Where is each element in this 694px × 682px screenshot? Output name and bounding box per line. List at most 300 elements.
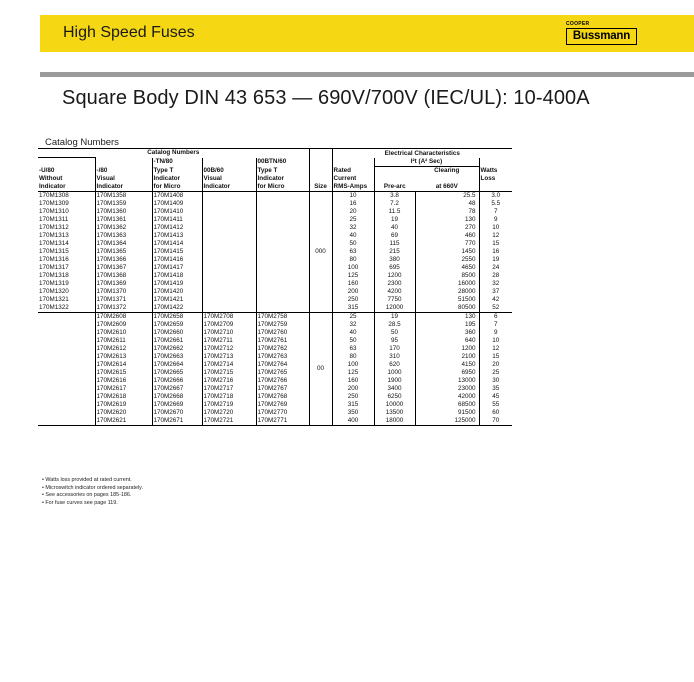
table-cell: 125 bbox=[332, 369, 374, 377]
table-cell: 170M1420 bbox=[152, 288, 202, 296]
table-cell bbox=[256, 191, 309, 200]
table-cell: 170M1316 bbox=[39, 255, 69, 263]
header-col3-line1: -TN/80 bbox=[152, 158, 202, 167]
header-rated-line1: Rated bbox=[332, 166, 374, 175]
table-cell: 12 bbox=[479, 232, 512, 240]
table-cell bbox=[38, 409, 95, 417]
table-cell: 1200 bbox=[415, 345, 479, 353]
table-cell: 130 bbox=[415, 312, 479, 321]
header-col4-line1: 00B/60 bbox=[202, 166, 256, 175]
table-cell: 170M1317 bbox=[39, 263, 69, 271]
table-cell: 170M1310 bbox=[39, 207, 69, 215]
table-cell: 10 bbox=[479, 337, 512, 345]
table-cell bbox=[38, 329, 95, 337]
table-cell bbox=[38, 321, 95, 329]
table-cell: 170M2671 bbox=[152, 417, 202, 426]
table-cell: 60 bbox=[479, 409, 512, 417]
table-cell: 170M2764 bbox=[256, 361, 309, 369]
table-cell: 170M1413 bbox=[152, 232, 202, 240]
table-cell: 80 bbox=[332, 353, 374, 361]
table-cell: 20 bbox=[479, 361, 512, 369]
table-cell: 200 bbox=[332, 385, 374, 393]
table-cell: 4150 bbox=[415, 361, 479, 369]
table-cell bbox=[202, 248, 256, 256]
table-cell: 170M1359 bbox=[95, 200, 152, 208]
table-cell bbox=[202, 304, 256, 313]
table-row bbox=[38, 401, 512, 409]
table-cell: 80500 bbox=[415, 304, 479, 313]
table-cell: 315 bbox=[332, 401, 374, 409]
table-cell: 63 bbox=[332, 345, 374, 353]
table-cell: 170M2660 bbox=[152, 329, 202, 337]
table-cell: 620 bbox=[374, 361, 415, 369]
table-cell bbox=[256, 288, 309, 296]
table-cell: 170M2658 bbox=[152, 312, 202, 321]
table-cell: 6 bbox=[479, 312, 512, 321]
table-cell: 19 bbox=[374, 216, 415, 224]
table-cell: 170M2766 bbox=[256, 377, 309, 385]
table-cell: 170M2615 bbox=[95, 369, 152, 377]
table-cell: 170M2714 bbox=[202, 361, 256, 369]
table-row bbox=[38, 264, 512, 272]
logo-cooper-text: COOPER bbox=[566, 21, 590, 27]
header-col4-line3: Indicator bbox=[202, 183, 256, 192]
table-cell: 250 bbox=[332, 296, 374, 304]
table-cell: 170M2770 bbox=[256, 409, 309, 417]
table-cell: 170M1313 bbox=[39, 231, 69, 239]
table-cell: 63 bbox=[332, 248, 374, 256]
table-cell: 170M1319 bbox=[39, 279, 69, 287]
table-cell: 170M2661 bbox=[152, 337, 202, 345]
table-cell: 6250 bbox=[374, 393, 415, 401]
table-cell: 170M2670 bbox=[152, 409, 202, 417]
table-cell bbox=[202, 216, 256, 224]
table-row bbox=[38, 353, 512, 361]
table-cell: 12 bbox=[479, 345, 512, 353]
table-cell: 170M1409 bbox=[152, 200, 202, 208]
table-cell bbox=[202, 191, 256, 200]
logo-bussmann-text: Bussmann bbox=[566, 28, 637, 45]
table-cell: 2300 bbox=[374, 280, 415, 288]
table-cell: 10000 bbox=[374, 401, 415, 409]
table-cell bbox=[202, 264, 256, 272]
header-prearc: Pre-arc bbox=[374, 183, 415, 192]
table-cell: 170M2613 bbox=[95, 353, 152, 361]
table-row bbox=[38, 191, 512, 200]
table-cell: 100 bbox=[332, 361, 374, 369]
table-row bbox=[38, 417, 512, 426]
table-cell: 10 bbox=[479, 224, 512, 232]
table-cell bbox=[202, 200, 256, 208]
table-row bbox=[38, 296, 512, 304]
table-cell: 170M1417 bbox=[152, 264, 202, 272]
header-col5-line3: Indicator bbox=[256, 175, 309, 183]
table-cell bbox=[202, 208, 256, 216]
table-cell: 7 bbox=[479, 321, 512, 329]
table-cell: 170M1422 bbox=[152, 304, 202, 313]
table-cell bbox=[38, 312, 95, 321]
table-row bbox=[38, 216, 512, 224]
table-cell bbox=[38, 401, 95, 409]
table-cell: 770 bbox=[415, 240, 479, 248]
table-cell bbox=[202, 296, 256, 304]
table-cell: 170M2718 bbox=[202, 393, 256, 401]
table-cell: 78 bbox=[415, 208, 479, 216]
table-cell: 160 bbox=[332, 280, 374, 288]
table-cell: 170M1368 bbox=[95, 272, 152, 280]
table-cell: 170M1361 bbox=[95, 216, 152, 224]
table-cell: 30 bbox=[479, 377, 512, 385]
table-cell: 170M2621 bbox=[95, 417, 152, 426]
table-row bbox=[38, 369, 512, 377]
table-cell: 18000 bbox=[374, 417, 415, 426]
table-cell: 48 bbox=[415, 200, 479, 208]
table-cell: 28000 bbox=[415, 288, 479, 296]
table-cell: 12000 bbox=[374, 304, 415, 313]
table-cell: 170M2715 bbox=[202, 369, 256, 377]
table-row bbox=[38, 240, 512, 248]
table-cell bbox=[202, 256, 256, 264]
table-cell: 15 bbox=[479, 353, 512, 361]
table-cell: 25.5 bbox=[415, 191, 479, 200]
table-cell: 170M1411 bbox=[152, 216, 202, 224]
table-cell bbox=[38, 385, 95, 393]
table-cell: 170M2617 bbox=[95, 385, 152, 393]
table-cell: 70 bbox=[479, 417, 512, 426]
table-row bbox=[38, 361, 512, 369]
header-watts-line3 bbox=[479, 183, 512, 192]
table-cell: 170M2763 bbox=[256, 353, 309, 361]
table-cell bbox=[38, 337, 95, 345]
table-cell: 95 bbox=[374, 337, 415, 345]
table-row bbox=[38, 288, 512, 296]
footnote: • See accessories on pages 185-186. bbox=[42, 492, 132, 499]
table-cell: 170M1321 bbox=[39, 295, 69, 303]
table-cell: 170M2717 bbox=[202, 385, 256, 393]
table-cell: 170M1312 bbox=[39, 223, 69, 231]
table-cell: 170M2712 bbox=[202, 345, 256, 353]
table-cell: 35 bbox=[479, 385, 512, 393]
table-cell: 170M2765 bbox=[256, 369, 309, 377]
table-cell: 170M2758 bbox=[256, 312, 309, 321]
header-col5-line1: 00BTN/60 bbox=[256, 158, 309, 167]
table-cell: 50 bbox=[374, 329, 415, 337]
table-cell: 25 bbox=[332, 312, 374, 321]
table-cell: 170M2768 bbox=[256, 393, 309, 401]
table-cell: 170M2709 bbox=[202, 321, 256, 329]
table-row bbox=[38, 280, 512, 288]
table-cell: 170M2618 bbox=[95, 393, 152, 401]
table-cell: 170M2608 bbox=[95, 312, 152, 321]
header-rated-line3: RMS-Amps bbox=[332, 183, 374, 192]
footnote: • For fuse curves see page 119. bbox=[42, 499, 118, 506]
footnotes bbox=[42, 477, 143, 507]
table-cell: 350 bbox=[332, 409, 374, 417]
header-watts-line1: Watts bbox=[479, 166, 512, 175]
table-cell: 170M2771 bbox=[256, 417, 309, 426]
table-cell: 200 bbox=[332, 288, 374, 296]
catalog-table bbox=[38, 148, 512, 426]
table-cell: 170M1308 bbox=[39, 191, 69, 199]
table-cell bbox=[202, 240, 256, 248]
header-divider bbox=[40, 72, 694, 77]
table-cell: 42000 bbox=[415, 393, 479, 401]
table-cell: 460 bbox=[415, 232, 479, 240]
table-cell: 40 bbox=[332, 329, 374, 337]
table-row bbox=[38, 321, 512, 329]
table-cell: 15 bbox=[479, 240, 512, 248]
catalog-numbers-label: Catalog Numbers bbox=[45, 137, 119, 148]
table-cell bbox=[38, 369, 95, 377]
table-cell: 7750 bbox=[374, 296, 415, 304]
table-cell: 195 bbox=[415, 321, 479, 329]
table-cell: 28.5 bbox=[374, 321, 415, 329]
table-cell: 170M1362 bbox=[95, 224, 152, 232]
table-cell: 25 bbox=[479, 369, 512, 377]
table-cell: 125000 bbox=[415, 417, 479, 426]
table-cell: 42 bbox=[479, 296, 512, 304]
table-cell bbox=[202, 272, 256, 280]
table-cell: 170M2609 bbox=[95, 321, 152, 329]
table-cell: 170M1322 bbox=[38, 304, 95, 313]
table-cell: 315 bbox=[332, 304, 374, 313]
table-cell: 170 bbox=[374, 345, 415, 353]
header-col5-line2: Type T bbox=[256, 166, 309, 175]
table-cell: 50 bbox=[332, 240, 374, 248]
table-cell: 170M2663 bbox=[152, 353, 202, 361]
table-cell: 45 bbox=[479, 393, 512, 401]
table-cell: 1900 bbox=[374, 377, 415, 385]
table-cell: 170M1408 bbox=[152, 191, 202, 200]
table-cell: 170M2721 bbox=[202, 417, 256, 426]
table-cell: 170M2665 bbox=[152, 369, 202, 377]
table-cell bbox=[256, 248, 309, 256]
table-cell: 170M2610 bbox=[95, 329, 152, 337]
table-cell: 170M1419 bbox=[152, 280, 202, 288]
table-cell: 13000 bbox=[415, 377, 479, 385]
table-cell: 360 bbox=[415, 329, 479, 337]
table-cell: 115 bbox=[374, 240, 415, 248]
table-cell: 3.8 bbox=[374, 191, 415, 200]
table-row bbox=[38, 329, 512, 337]
table-cell: 16 bbox=[479, 248, 512, 256]
table-cell: 16000 bbox=[415, 280, 479, 288]
table-cell: 270 bbox=[415, 224, 479, 232]
header-watts-line2: Loss bbox=[479, 175, 512, 183]
table-cell: 250 bbox=[332, 393, 374, 401]
table-cell: 170M1315 bbox=[39, 247, 69, 255]
bussmann-logo bbox=[566, 22, 637, 46]
table-cell: 170M2720 bbox=[202, 409, 256, 417]
table-cell bbox=[202, 224, 256, 232]
table-row bbox=[38, 304, 512, 313]
table-cell: 170M2710 bbox=[202, 329, 256, 337]
table-cell: 7 bbox=[479, 208, 512, 216]
table-cell: 23000 bbox=[415, 385, 479, 393]
table-cell bbox=[202, 232, 256, 240]
table-cell: 170M1415 bbox=[152, 248, 202, 256]
table-row bbox=[38, 312, 512, 321]
table-cell bbox=[256, 232, 309, 240]
table-cell: 3.0 bbox=[479, 191, 512, 200]
table-cell: 2100 bbox=[415, 353, 479, 361]
table-cell: 24 bbox=[479, 264, 512, 272]
table-cell: 170M2666 bbox=[152, 377, 202, 385]
table-cell: 1450 bbox=[415, 248, 479, 256]
table-cell: 37 bbox=[479, 288, 512, 296]
table-cell: 69 bbox=[374, 232, 415, 240]
table-cell: 7.2 bbox=[374, 200, 415, 208]
header-clearing-line2: at 660V bbox=[415, 183, 479, 192]
table-cell bbox=[256, 264, 309, 272]
table-cell: 170M2761 bbox=[256, 337, 309, 345]
table-cell bbox=[202, 288, 256, 296]
table-cell: 40 bbox=[374, 224, 415, 232]
table-cell bbox=[38, 377, 95, 385]
footnote: • Microswitch indicator ordered separately. bbox=[42, 484, 143, 491]
table-cell: 25 bbox=[332, 216, 374, 224]
table-row bbox=[38, 208, 512, 216]
table-cell: 170M2662 bbox=[152, 345, 202, 353]
table-cell: 5.5 bbox=[479, 200, 512, 208]
header-col3-line2: Type T bbox=[152, 166, 202, 175]
table-cell: 170M1412 bbox=[152, 224, 202, 232]
size-cell: 00 bbox=[309, 312, 332, 425]
table-cell bbox=[38, 361, 95, 369]
table-cell: 170M2762 bbox=[256, 345, 309, 353]
table-row bbox=[38, 409, 512, 417]
table-cell: 170M2611 bbox=[95, 337, 152, 345]
table-cell: 170M2620 bbox=[95, 409, 152, 417]
table-cell: 2550 bbox=[415, 256, 479, 264]
table-cell: 50 bbox=[332, 337, 374, 345]
table-row bbox=[38, 393, 512, 401]
table-cell: 68500 bbox=[415, 401, 479, 409]
header-col3-line4: for Micro bbox=[152, 183, 202, 192]
table-row bbox=[38, 256, 512, 264]
table-cell: 170M1421 bbox=[152, 296, 202, 304]
table-cell: 80 bbox=[332, 256, 374, 264]
table-cell: 170M1372 bbox=[95, 304, 152, 313]
table-cell: 51500 bbox=[415, 296, 479, 304]
table-cell: 170M2713 bbox=[202, 353, 256, 361]
header-col1-line3: Indicator bbox=[38, 183, 95, 192]
table-cell: 11.5 bbox=[374, 208, 415, 216]
table-cell: 1200 bbox=[374, 272, 415, 280]
header-col2-line1: -/80 bbox=[95, 166, 152, 175]
table-cell: 130 bbox=[415, 216, 479, 224]
table-row bbox=[38, 377, 512, 385]
table-cell: 380 bbox=[374, 256, 415, 264]
header-col1-line2: Without bbox=[39, 174, 63, 182]
group-000-rows bbox=[38, 191, 512, 312]
table-cell bbox=[38, 353, 95, 361]
table-cell bbox=[38, 417, 95, 426]
table-cell: 160 bbox=[332, 377, 374, 385]
table-cell: 9 bbox=[479, 329, 512, 337]
table-cell: 170M1364 bbox=[95, 240, 152, 248]
table-cell: 40 bbox=[332, 232, 374, 240]
table-cell: 640 bbox=[415, 337, 479, 345]
table-cell bbox=[256, 216, 309, 224]
table-row bbox=[38, 337, 512, 345]
table-cell: 170M2664 bbox=[152, 361, 202, 369]
banner-title: High Speed Fuses bbox=[63, 24, 195, 41]
table-cell: 91500 bbox=[415, 409, 479, 417]
page-title: Square Body DIN 43 653 — 690V/700V (IEC/UL): 10-400A bbox=[62, 87, 590, 109]
table-cell: 170M1366 bbox=[95, 256, 152, 264]
header-col1-line1: -U/80 bbox=[39, 166, 55, 174]
table-cell: 16 bbox=[332, 200, 374, 208]
table-cell bbox=[256, 200, 309, 208]
table-cell: 310 bbox=[374, 353, 415, 361]
table-cell: 32 bbox=[332, 321, 374, 329]
table-cell: 170M1369 bbox=[95, 280, 152, 288]
table-cell: 170M1320 bbox=[39, 287, 69, 295]
table-cell: 8500 bbox=[415, 272, 479, 280]
table-cell: 20 bbox=[332, 208, 374, 216]
table-cell: 170M2759 bbox=[256, 321, 309, 329]
table-cell: 170M1309 bbox=[39, 199, 69, 207]
table-cell: 13500 bbox=[374, 409, 415, 417]
table-cell: 170M1358 bbox=[95, 191, 152, 200]
header-col2-line3: Indicator bbox=[95, 183, 152, 192]
header-banner bbox=[40, 15, 694, 52]
table-cell: 170M2669 bbox=[152, 401, 202, 409]
table-cell: 170M1318 bbox=[39, 271, 69, 279]
table-cell: 170M1360 bbox=[95, 208, 152, 216]
table-cell: 170M2767 bbox=[256, 385, 309, 393]
table-cell: 170M2711 bbox=[202, 337, 256, 345]
header-col3-line3: Indicator bbox=[152, 175, 202, 183]
table-cell: 32 bbox=[479, 280, 512, 288]
table-cell bbox=[256, 208, 309, 216]
header-size: Size bbox=[309, 183, 332, 192]
table-row bbox=[38, 232, 512, 240]
table-row bbox=[38, 385, 512, 393]
table-cell: 170M1311 bbox=[39, 215, 69, 223]
table-cell bbox=[256, 224, 309, 232]
table-cell: 1000 bbox=[374, 369, 415, 377]
table-cell: 3400 bbox=[374, 385, 415, 393]
table-cell: 170M2612 bbox=[95, 345, 152, 353]
table-cell: 4200 bbox=[374, 288, 415, 296]
table-cell: 19 bbox=[374, 312, 415, 321]
table-cell: 170M1410 bbox=[152, 208, 202, 216]
size-cell: 000 bbox=[309, 191, 332, 312]
table-cell bbox=[38, 393, 95, 401]
table-cell bbox=[256, 296, 309, 304]
table-cell: 170M2614 bbox=[95, 361, 152, 369]
table-cell: 170M2659 bbox=[152, 321, 202, 329]
header-electrical-group: Electrical Characteristics bbox=[332, 149, 512, 158]
table-cell: 170M2760 bbox=[256, 329, 309, 337]
header-rated-line2: Current bbox=[332, 175, 374, 183]
table-cell: 170M2616 bbox=[95, 377, 152, 385]
table-cell bbox=[202, 280, 256, 288]
footnote: • Watts loss provided at rated current. bbox=[42, 477, 132, 483]
table-row bbox=[38, 345, 512, 353]
table-cell: 9 bbox=[479, 216, 512, 224]
header-i2t: I²t (A² Sec) bbox=[374, 158, 479, 167]
table-cell: 215 bbox=[374, 248, 415, 256]
table-cell: 170M1418 bbox=[152, 272, 202, 280]
table-cell: 170M1370 bbox=[95, 288, 152, 296]
header-col4-line2: Visual bbox=[202, 175, 256, 183]
table-cell: 170M2667 bbox=[152, 385, 202, 393]
table-row bbox=[38, 272, 512, 280]
table-cell: 170M2716 bbox=[202, 377, 256, 385]
